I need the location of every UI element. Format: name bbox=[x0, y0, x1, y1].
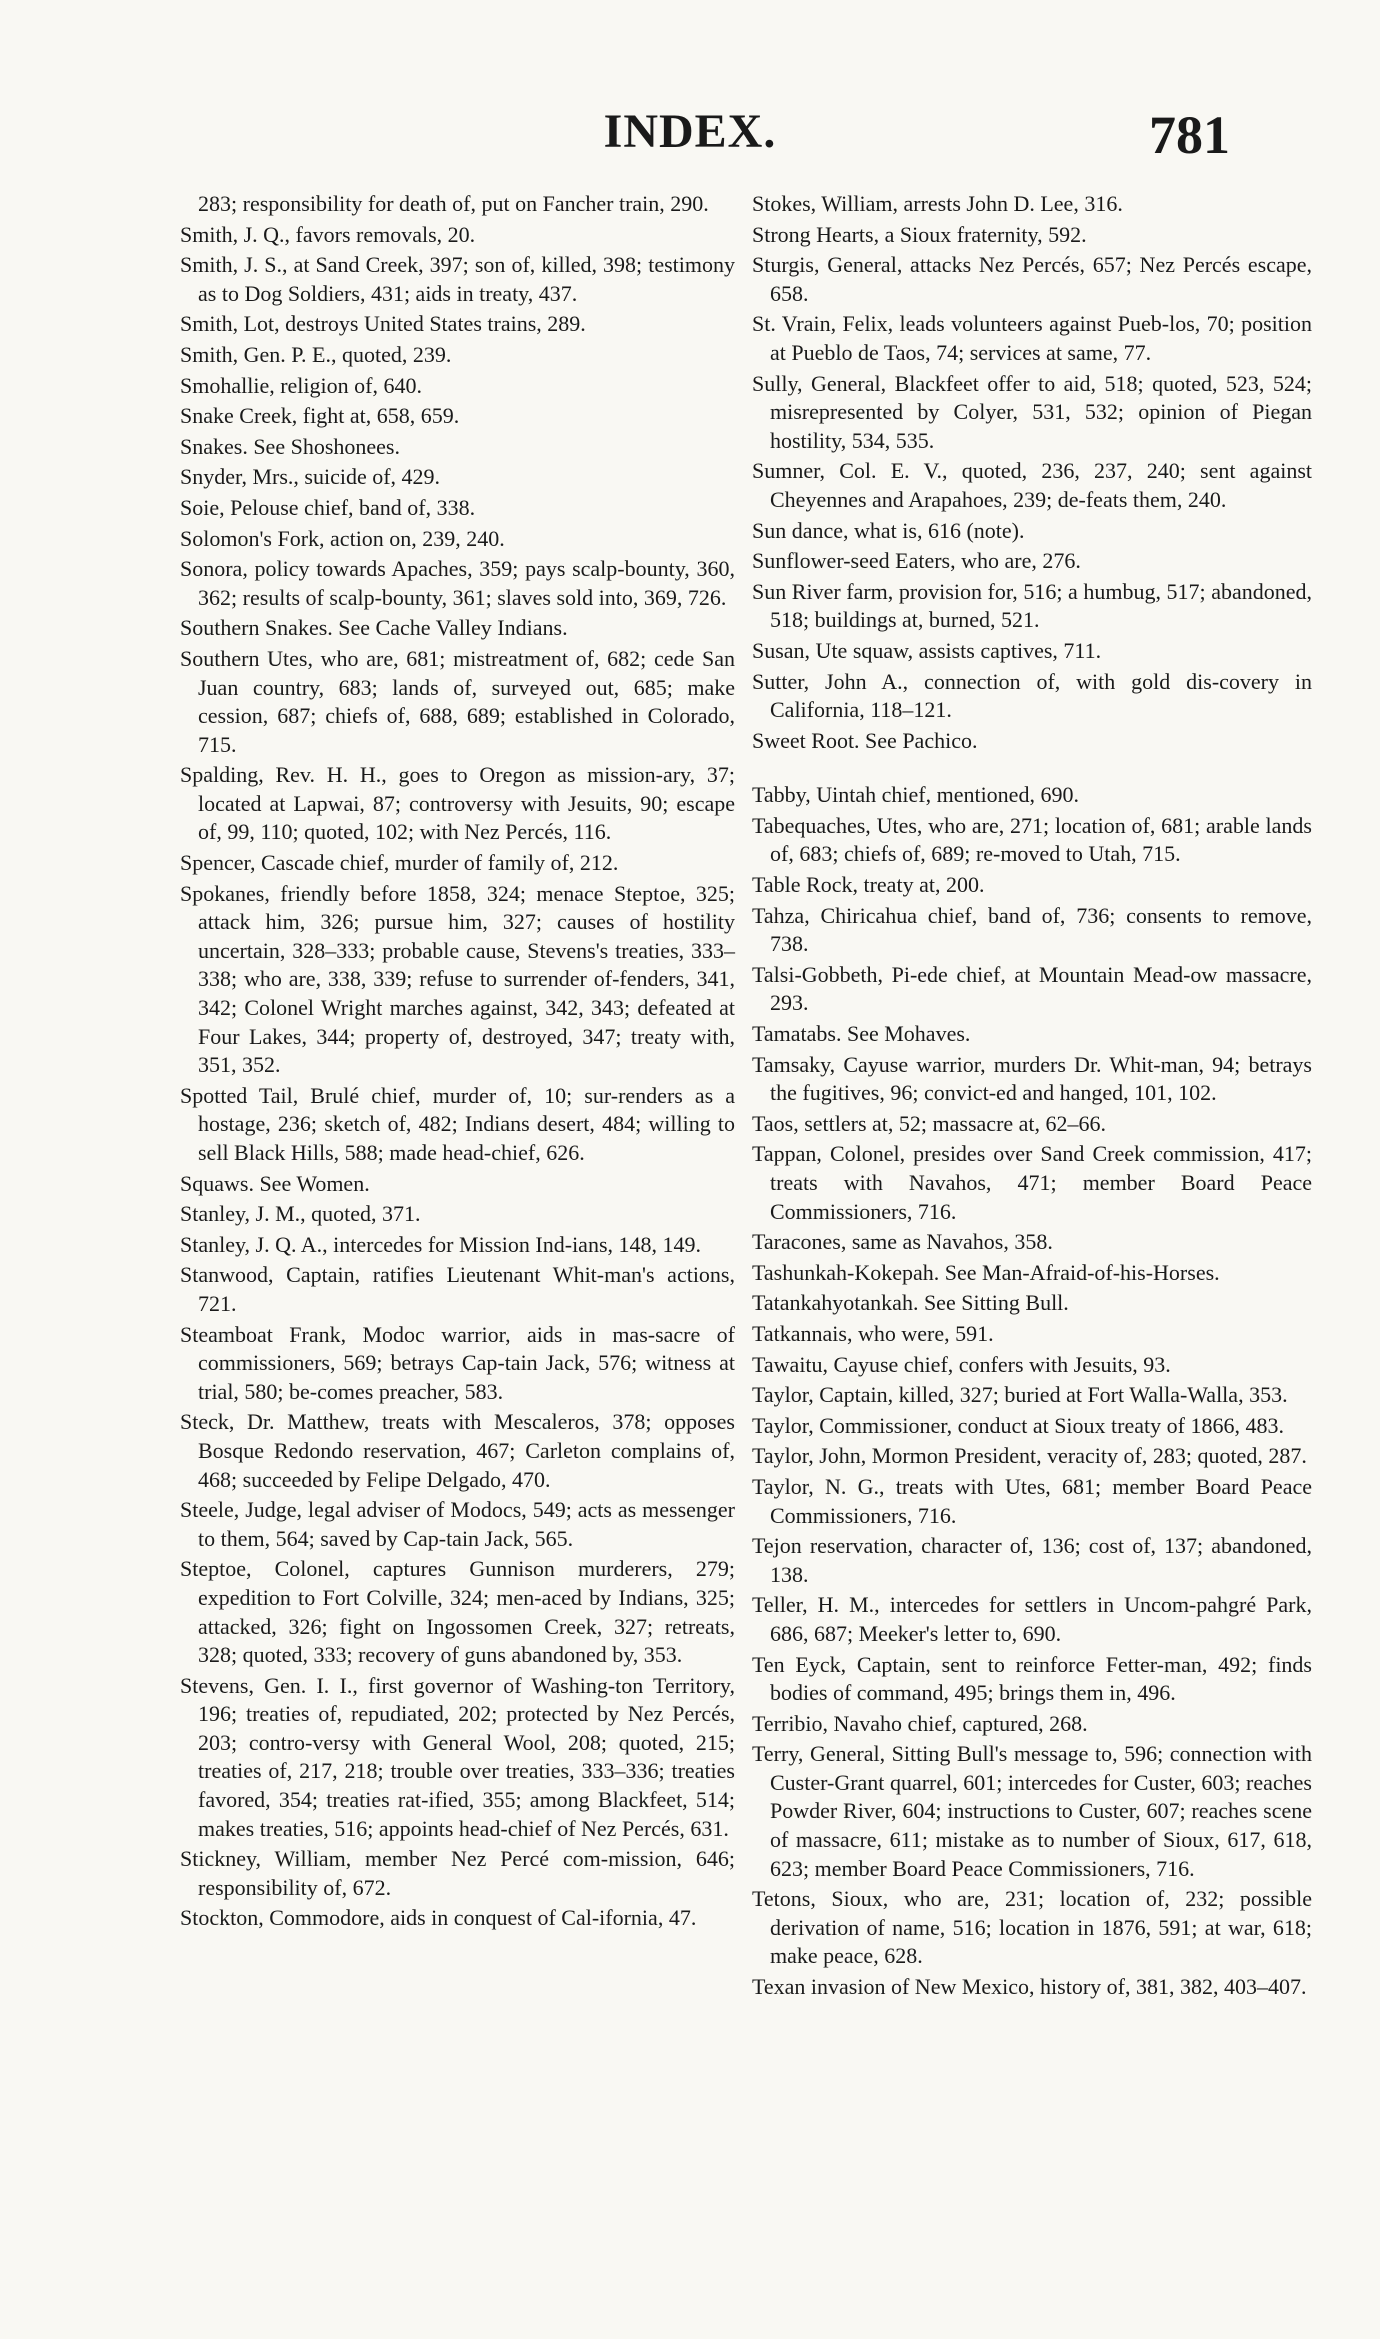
index-entry: Tahza, Chiricahua chief, band of, 736; consents to remove, 738. bbox=[752, 902, 1312, 957]
index-entry: Smohallie, religion of, 640. bbox=[180, 372, 422, 398]
index-entry: Steptoe, Colonel, captures Gunnison murderers, 279; expedition to Fort Colville, 324; men-aced by Indians, 325; attacked, 326; fight on Ingossomen Creek, 327; retreats, 328; quoted, 333; recovery of guns abandoned by, 353. bbox=[180, 1556, 735, 1668]
index-entry: Susan, Ute squaw, assists captives, 711. bbox=[752, 637, 1102, 663]
index-entry: Talsi-Gobbeth, Pi-ede chief, at Mountain Mead-ow massacre, 293. bbox=[752, 961, 1312, 1016]
index-entry: Stanwood, Captain, ratifies Lieutenant Whit-man's actions, 721. bbox=[180, 1262, 735, 1316]
index-entry: Sturgis, General, attacks Nez Percés, 657; Nez Percés escape, 658. bbox=[752, 252, 1312, 306]
index-entry: Texan invasion of New Mexico, history of, 381, 382, 403–407. bbox=[752, 1974, 1307, 2000]
index-entry: Taracones, same as Navahos, 358. bbox=[752, 1229, 1053, 1255]
index-entry: Tappan, Colonel, presides over Sand Creek commission, 417; treats with Navahos, 471; member Board Peace Commissioners, 716. bbox=[752, 1141, 1312, 1224]
index-entry: Steck, Dr. Matthew, treats with Mescaleros, 378; opposes Bosque Redondo reservation, 467; Carleton complains of, 468; succeeded by Felipe Delgado, 470. bbox=[180, 1409, 735, 1492]
index-entry: Southern Utes, who are, 681; mistreatment of, 682; cede San Juan country, 683; lands of, surveyed out, 685; make cession, 687; chiefs of, 688, 689; established in Colorado, 715. bbox=[180, 645, 735, 757]
index-entry: Strong Hearts, a Sioux fraternity, 592. bbox=[752, 221, 1087, 247]
index-entry: Snakes. See Shoshonees. bbox=[180, 433, 400, 459]
index-entry: Tatankahyotankah. See Sitting Bull. bbox=[752, 1290, 1069, 1316]
index-entry: 283; responsibility for death of, put on Fancher train, 290. bbox=[198, 191, 709, 216]
index-entry: St. Vrain, Felix, leads volunteers against Pueb-los, 70; position at Pueblo de Taos, 74; services at same, 77. bbox=[752, 311, 1312, 365]
page-number: 781 bbox=[1149, 105, 1230, 165]
index-entry: Spalding, Rev. H. H., goes to Oregon as mission-ary, 37; located at Lapwai, 87; controversy with Jesuits, 90; escape of, 99, 110; quoted, 102; with Nez Percés, 116. bbox=[180, 762, 735, 845]
page-header bbox=[150, 104, 1230, 164]
index-entry: Soie, Pelouse chief, band of, 338. bbox=[180, 494, 476, 520]
index-entry: Sun dance, what is, 616 (note). bbox=[752, 517, 1025, 543]
index-entry: Stanley, J. Q. A., intercedes for Mission Ind-ians, 148, 149. bbox=[180, 1231, 702, 1257]
index-entry: Terribio, Navaho chief, captured, 268. bbox=[752, 1710, 1088, 1736]
index-entry: Taos, settlers at, 52; massacre at, 62–66. bbox=[752, 1110, 1107, 1136]
index-entry: Stevens, Gen. I. I., first governor of Washing-ton Territory, 196; treaties of, repudiated, 202; protected by Nez Percés, 203; contro-versy with General Wool, 208; quoted, 215; treaties of, 217, 218; trouble over treaties, 333–336; treaties favored, 354; treaties rat-ified, 355; among Blackfeet, 514; makes treaties, 516; appoints head-chief of Nez Percés, 631. bbox=[180, 1672, 735, 1841]
index-entry: Taylor, John, Mormon President, veracity of, 283; quoted, 287. bbox=[752, 1443, 1307, 1469]
index-column-right bbox=[752, 190, 1312, 2004]
index-entry: Tabby, Uintah chief, mentioned, 690. bbox=[752, 782, 1079, 808]
index-entry: Stokes, William, arrests John D. Lee, 316. bbox=[752, 191, 1123, 216]
index-entry: Snyder, Mrs., suicide of, 429. bbox=[180, 464, 441, 490]
index-entry: Tetons, Sioux, who are, 231; location of, 232; possible derivation of name, 516; location in 1876, 591; at war, 618; make peace, 628. bbox=[752, 1886, 1312, 1969]
index-entry: Tamsaky, Cayuse warrior, murders Dr. Whit-man, 94; betrays the fugitives, 96; convict-ed and hanged, 101, 102. bbox=[752, 1051, 1312, 1106]
index-entry: Tejon reservation, character of, 136; cost of, 137; abandoned, 138. bbox=[752, 1533, 1312, 1587]
index-entry: Sonora, policy towards Apaches, 359; pays scalp-bounty, 360, 362; results of scalp-bounty, 361; slaves sold into, 369, 726. bbox=[180, 556, 735, 610]
index-entry: Smith, J. Q., favors removals, 20. bbox=[180, 221, 476, 247]
index-entry: Tawaitu, Cayuse chief, confers with Jesuits, 93. bbox=[752, 1351, 1171, 1377]
index-entry: Stockton, Commodore, aids in conquest of Cal-ifornia, 47. bbox=[180, 1905, 697, 1931]
index-entry: Sumner, Col. E. V., quoted, 236, 237, 240; sent against Cheyennes and Arapahoes, 239; de-feats them, 240. bbox=[752, 458, 1312, 512]
section-spacer bbox=[752, 757, 1312, 781]
index-entry: Spokanes, friendly before 1858, 324; menace Steptoe, 325; attack him, 326; pursue him, 327; causes of hostility uncertain, 328–333; probable cause, Stevens's treaties, 333–338; who are, 338, 339; refuse to surrender of-fenders, 341, 342; Colonel Wright marches against, 342, 343; defeated at Four Lakes, 344; property of, destroyed, 347; treaty with, 351, 352. bbox=[180, 880, 735, 1078]
index-entry: Solomon's Fork, action on, 239, 240. bbox=[180, 525, 505, 551]
index-entry: Tashunkah-Kokepah. See Man-Afraid-of-his-Horses. bbox=[752, 1259, 1220, 1285]
index-entry: Terry, General, Sitting Bull's message to, 596; connection with Custer-Grant quarrel, 601; intercedes for Custer, 603; reaches Powder River, 604; instructions to Custer, 607; reaches scene of massacre, 611; mistake as to number of Sioux, 617, 618, 623; member Board Peace Commissioners, 716. bbox=[752, 1741, 1312, 1881]
index-entry: Snake Creek, fight at, 658, 659. bbox=[180, 403, 460, 429]
index-entry: Tatkannais, who were, 591. bbox=[752, 1320, 994, 1346]
index-entry: Sully, General, Blackfeet offer to aid, 518; quoted, 523, 524; misrepresented by Colyer, 531, 532; opinion of Piegan hostility, 534, 535. bbox=[752, 370, 1312, 453]
index-entry: Squaws. See Women. bbox=[180, 1170, 370, 1196]
index-entry: Taylor, Commissioner, conduct at Sioux treaty of 1866, 483. bbox=[752, 1412, 1284, 1438]
index-entry: Sunflower-seed Eaters, who are, 276. bbox=[752, 548, 1081, 574]
index-entry: Spencer, Cascade chief, murder of family of, 212. bbox=[180, 850, 619, 876]
index-entry: Sun River farm, provision for, 516; a humbug, 517; abandoned, 518; buildings at, burned, 521. bbox=[752, 578, 1312, 633]
index-entry: Smith, J. S., at Sand Creek, 397; son of, killed, 398; testimony as to Dog Soldiers, 431; aids in treaty, 437. bbox=[180, 252, 735, 306]
index-entry: Spotted Tail, Brulé chief, murder of, 10; sur-renders as a hostage, 236; sketch of, 482; Indians desert, 484; willing to sell Black Hills, 588; made head-chief, 626. bbox=[180, 1082, 735, 1165]
index-entry: Smith, Gen. P. E., quoted, 239. bbox=[180, 341, 452, 367]
index-entry: Tabequaches, Utes, who are, 271; location of, 681; arable lands of, 683; chiefs of, 689; re-moved to Utah, 715. bbox=[752, 812, 1312, 867]
index-column-left bbox=[180, 190, 735, 1935]
index-entry: Stanley, J. M., quoted, 371. bbox=[180, 1201, 421, 1227]
index-entry: Sweet Root. See Pachico. bbox=[752, 727, 978, 753]
index-entry: Steele, Judge, legal adviser of Modocs, 549; acts as messenger to them, 564; saved by Cap-tain Jack, 565. bbox=[180, 1497, 735, 1551]
index-entry: Teller, H. M., intercedes for settlers in Uncom-pahgré Park, 686, 687; Meeker's letter to, 690. bbox=[752, 1592, 1312, 1646]
index-entry: Sutter, John A., connection of, with gold dis-covery in California, 118–121. bbox=[752, 668, 1312, 723]
index-entry: Stickney, William, member Nez Percé com-mission, 646; responsibility of, 672. bbox=[180, 1846, 735, 1900]
index-entry: Taylor, Captain, killed, 327; buried at Fort Walla-Walla, 353. bbox=[752, 1382, 1288, 1408]
index-entry: Ten Eyck, Captain, sent to reinforce Fetter-man, 492; finds bodies of command, 495; brings them in, 496. bbox=[752, 1651, 1312, 1706]
index-entry: Tamatabs. See Mohaves. bbox=[752, 1021, 971, 1047]
index-entry: Smith, Lot, destroys United States trains, 289. bbox=[180, 311, 586, 337]
index-entry: Southern Snakes. See Cache Valley Indians. bbox=[180, 615, 568, 641]
page-title: INDEX. bbox=[603, 105, 777, 158]
index-entry: Taylor, N. G., treats with Utes, 681; member Board Peace Commissioners, 716. bbox=[752, 1473, 1312, 1528]
index-entry: Steamboat Frank, Modoc warrior, aids in mas-sacre of commissioners, 569; betrays Cap-tain Jack, 576; witness at trial, 580; be-comes preacher, 583. bbox=[180, 1321, 735, 1404]
index-entry: Table Rock, treaty at, 200. bbox=[752, 872, 985, 898]
